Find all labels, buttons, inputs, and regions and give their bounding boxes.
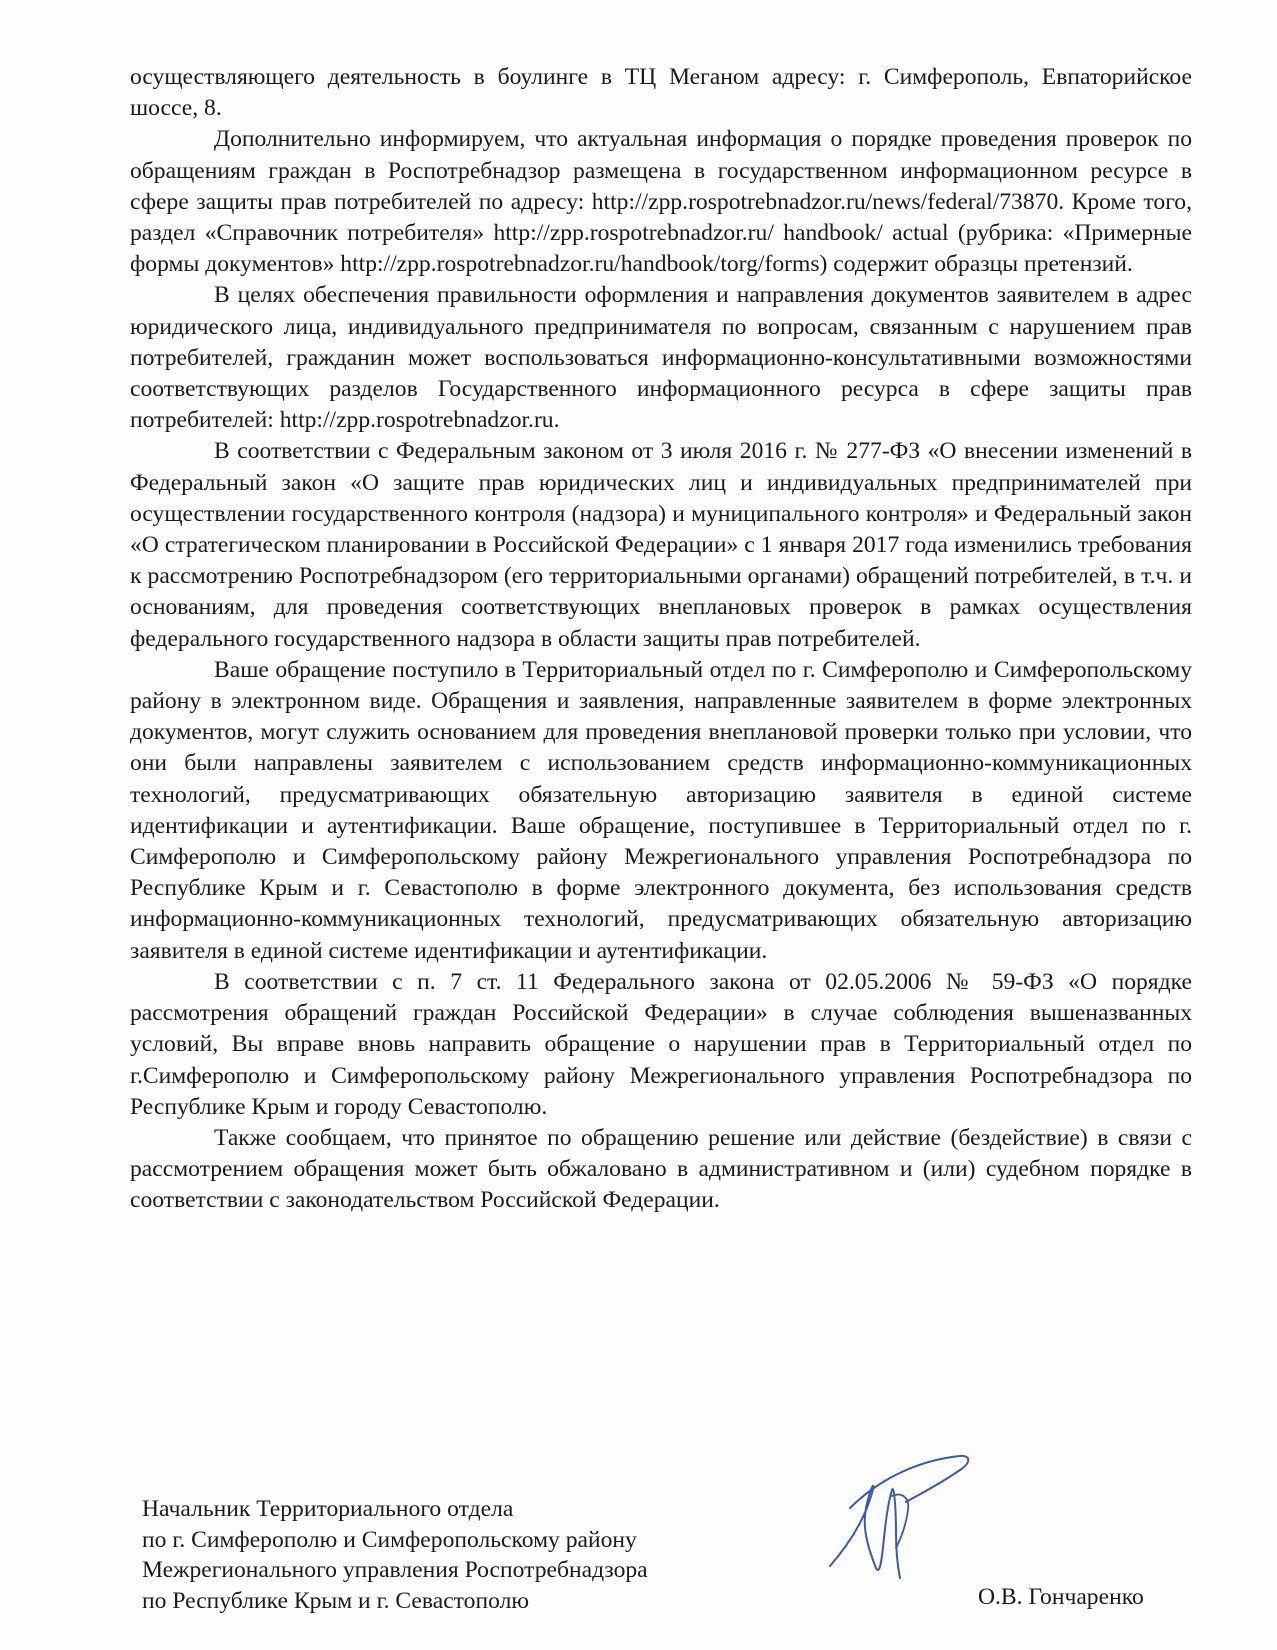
paragraph-federal-law-277: В соответствии с Федеральным законом от 3 июля 2016 г. № 277-ФЗ «О внесении изменений в Федеральный закон «О защите прав юридических лиц и индивидуальных предпринимателей при осуществлении государственного контроля (надзора) и муниципального контроля» и Федеральный закон «О стратегическом планировании в Российской Федерации» с 1 января 2017 года изменились требования к рассмотрению Роспотребнадзором (его территориальными органами) обращений потребителей, в т.ч. и основаниям, для проведения соответствующих внеплановых проверок в рамках осуществления федерального государственного надзора в области защиты прав потребителей.: [130, 438, 1192, 652]
signatory-title: [142, 1494, 648, 1616]
handwritten-signature: [810, 1448, 980, 1598]
paragraph-document-guidance: В целях обеспечения правильности оформления и направления документов заявителем в адрес юридического лица, индивидуального предпринимателя по вопросам, связанным с нарушением прав потребителей, гражданин может воспользоваться информационно-консультативными возможностями соответствующих разделов Государственного информационного ресурса в сфере защиты прав потребителей: http://zpp.rospotrebnadzor.ru.: [130, 282, 1192, 434]
paragraph-info-resources: Дополнительно информируем, что актуальная информация о порядке проведения проверок по обращениям граждан в Роспотребнадзор размещена в государственном информационном ресурсе в сфере защиты прав потребителей по адресу: http://zpp.rospotrebnadzor.ru/news/federal/73870. Кроме того, раздел «Справочник потребителя» http://zpp.rospotrebnadzor.ru/ handbook/ actual (рубрика: «Примерные формы документов» http://zpp.rospotrebnadzor.ru/handbook/torg/forms) содержит образцы претензий.: [130, 126, 1192, 278]
letter-body: [130, 62, 1192, 1217]
paragraph-address-continuation: осуществляющего деятельность в боулинге в ТЦ Меганом адресу: г. Симферополь, Евпаторийское шоссе, 8.: [130, 64, 1192, 122]
paragraph-federal-law-59: В соответствии с п. 7 ст. 11 Федерального закона от 02.05.2006 № 59-ФЗ «О порядке рассмотрения обращений граждан Российской Федерации» в случае соблюдения вышеназванных условий, Вы вправе вновь направить обращение о нарушении прав в Территориальный отдел по г.Симферополю и Симферопольскому району Межрегионального управления Роспотребнадзора по Республике Крым и городу Севастополю.: [130, 968, 1192, 1120]
paragraph-electronic-appeal: Ваше обращение поступило в Территориальный отдел по г. Симферополю и Симферопольскому району в электронном виде. Обращения и заявления, направленные заявителем в форме электронных документов, могут служить основанием для проведения внеплановой проверки только при условии, что они были направлены заявителем с использованием средств информационно-коммуникационных технологий, предусматривающих обязательную авторизацию заявителя в единой системе идентификации и аутентификации. Ваше обращение, поступившее в Территориальный отдел по г. Симферополю и Симферопольскому району Межрегионального управления Роспотребнадзора по Республике Крым и г. Севастополю в форме электронного документа, без использования средств информационно-коммуникационных технологий, предусматривающих обязательную авторизацию заявителя в единой системе идентификации и аутентификации.: [130, 656, 1192, 964]
signatory-title-line: Межрегионального управления Роспотребнадзора: [142, 1557, 648, 1583]
signatory-title-line: по г. Симферополю и Симферопольскому району: [142, 1526, 637, 1553]
signatory-name: О.В. Гончаренко: [978, 1584, 1144, 1610]
paragraph-appeal-rights: Также сообщаем, что принятое по обращению решение или действие (бездействие) в связи с рассмотрением обращения может быть обжаловано в административном и (или) судебном порядке в соответствии с законодательством Российской Федерации.: [130, 1124, 1192, 1214]
signatory-title-line: Начальник Территориального отдела: [142, 1496, 514, 1522]
signatory-title-line: по Республике Крым и г. Севастополю: [142, 1587, 529, 1614]
